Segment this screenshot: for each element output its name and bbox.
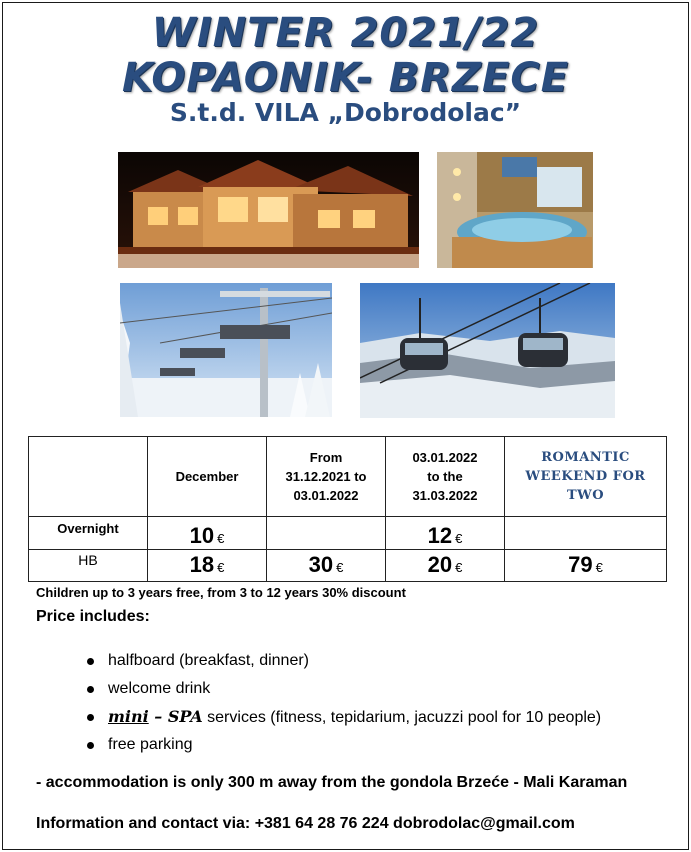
children-discount-note: Children up to 3 years free, from 3 to 12 years 30% discount bbox=[36, 585, 406, 600]
table-row-overnight bbox=[29, 517, 667, 550]
price-cell: 18 € bbox=[148, 550, 267, 582]
price-includes-title: Price includes: bbox=[36, 608, 150, 625]
accommodation-note: - accommodation is only 300 m away from the gondola Brzeće - Mali Karaman bbox=[36, 774, 628, 791]
price-cell: 10 € bbox=[148, 517, 267, 550]
price-table bbox=[28, 436, 667, 582]
spa-services-text: services (fitness, tepidarium, jacuzzi pool for 10 people) bbox=[207, 709, 602, 726]
spa-jacuzzi-photo bbox=[437, 152, 593, 268]
row-label-hb: HB bbox=[29, 550, 148, 582]
table-row-hb bbox=[29, 550, 667, 582]
header-december: December bbox=[148, 437, 267, 517]
price-includes-list bbox=[84, 650, 601, 762]
mini-spa-label: mini – SPA bbox=[108, 707, 203, 726]
list-item: welcome drink bbox=[84, 678, 601, 706]
price-cell-empty bbox=[267, 517, 386, 550]
header-empty-cell bbox=[29, 437, 148, 517]
price-cell: 20 € bbox=[386, 550, 505, 582]
title-location: KOPAONIK- BRZECE bbox=[121, 55, 570, 101]
list-item: free parking bbox=[84, 734, 601, 762]
header-winter-period: 03.01.2022 to the 31.03.2022 bbox=[386, 437, 505, 517]
price-cell: 30 € bbox=[267, 550, 386, 582]
row-label-overnight: Overnight bbox=[29, 517, 148, 550]
price-cell: 79 € bbox=[505, 550, 667, 582]
gondola-photo bbox=[360, 283, 615, 418]
price-cell-empty bbox=[505, 517, 667, 550]
list-item bbox=[84, 706, 601, 734]
chairlift-photo bbox=[120, 283, 332, 417]
subtitle-villa: S.t.d. VILA „Dobrodolac” bbox=[169, 98, 522, 127]
header-romantic-weekend: ROMANTIC WEEKEND FOR TWO bbox=[505, 437, 667, 517]
header-new-year-period: From 31.12.2021 to 03.01.2022 bbox=[267, 437, 386, 517]
title-winter: WINTER 2021/22 bbox=[151, 10, 540, 56]
price-cell: 12 € bbox=[386, 517, 505, 550]
list-item: halfboard (breakfast, dinner) bbox=[84, 650, 601, 678]
contact-info: Information and contact via: +381 64 28 76 224 dobrodolac@gmail.com bbox=[36, 815, 575, 832]
villa-night-photo bbox=[118, 152, 419, 268]
price-table-header-row bbox=[29, 437, 667, 517]
